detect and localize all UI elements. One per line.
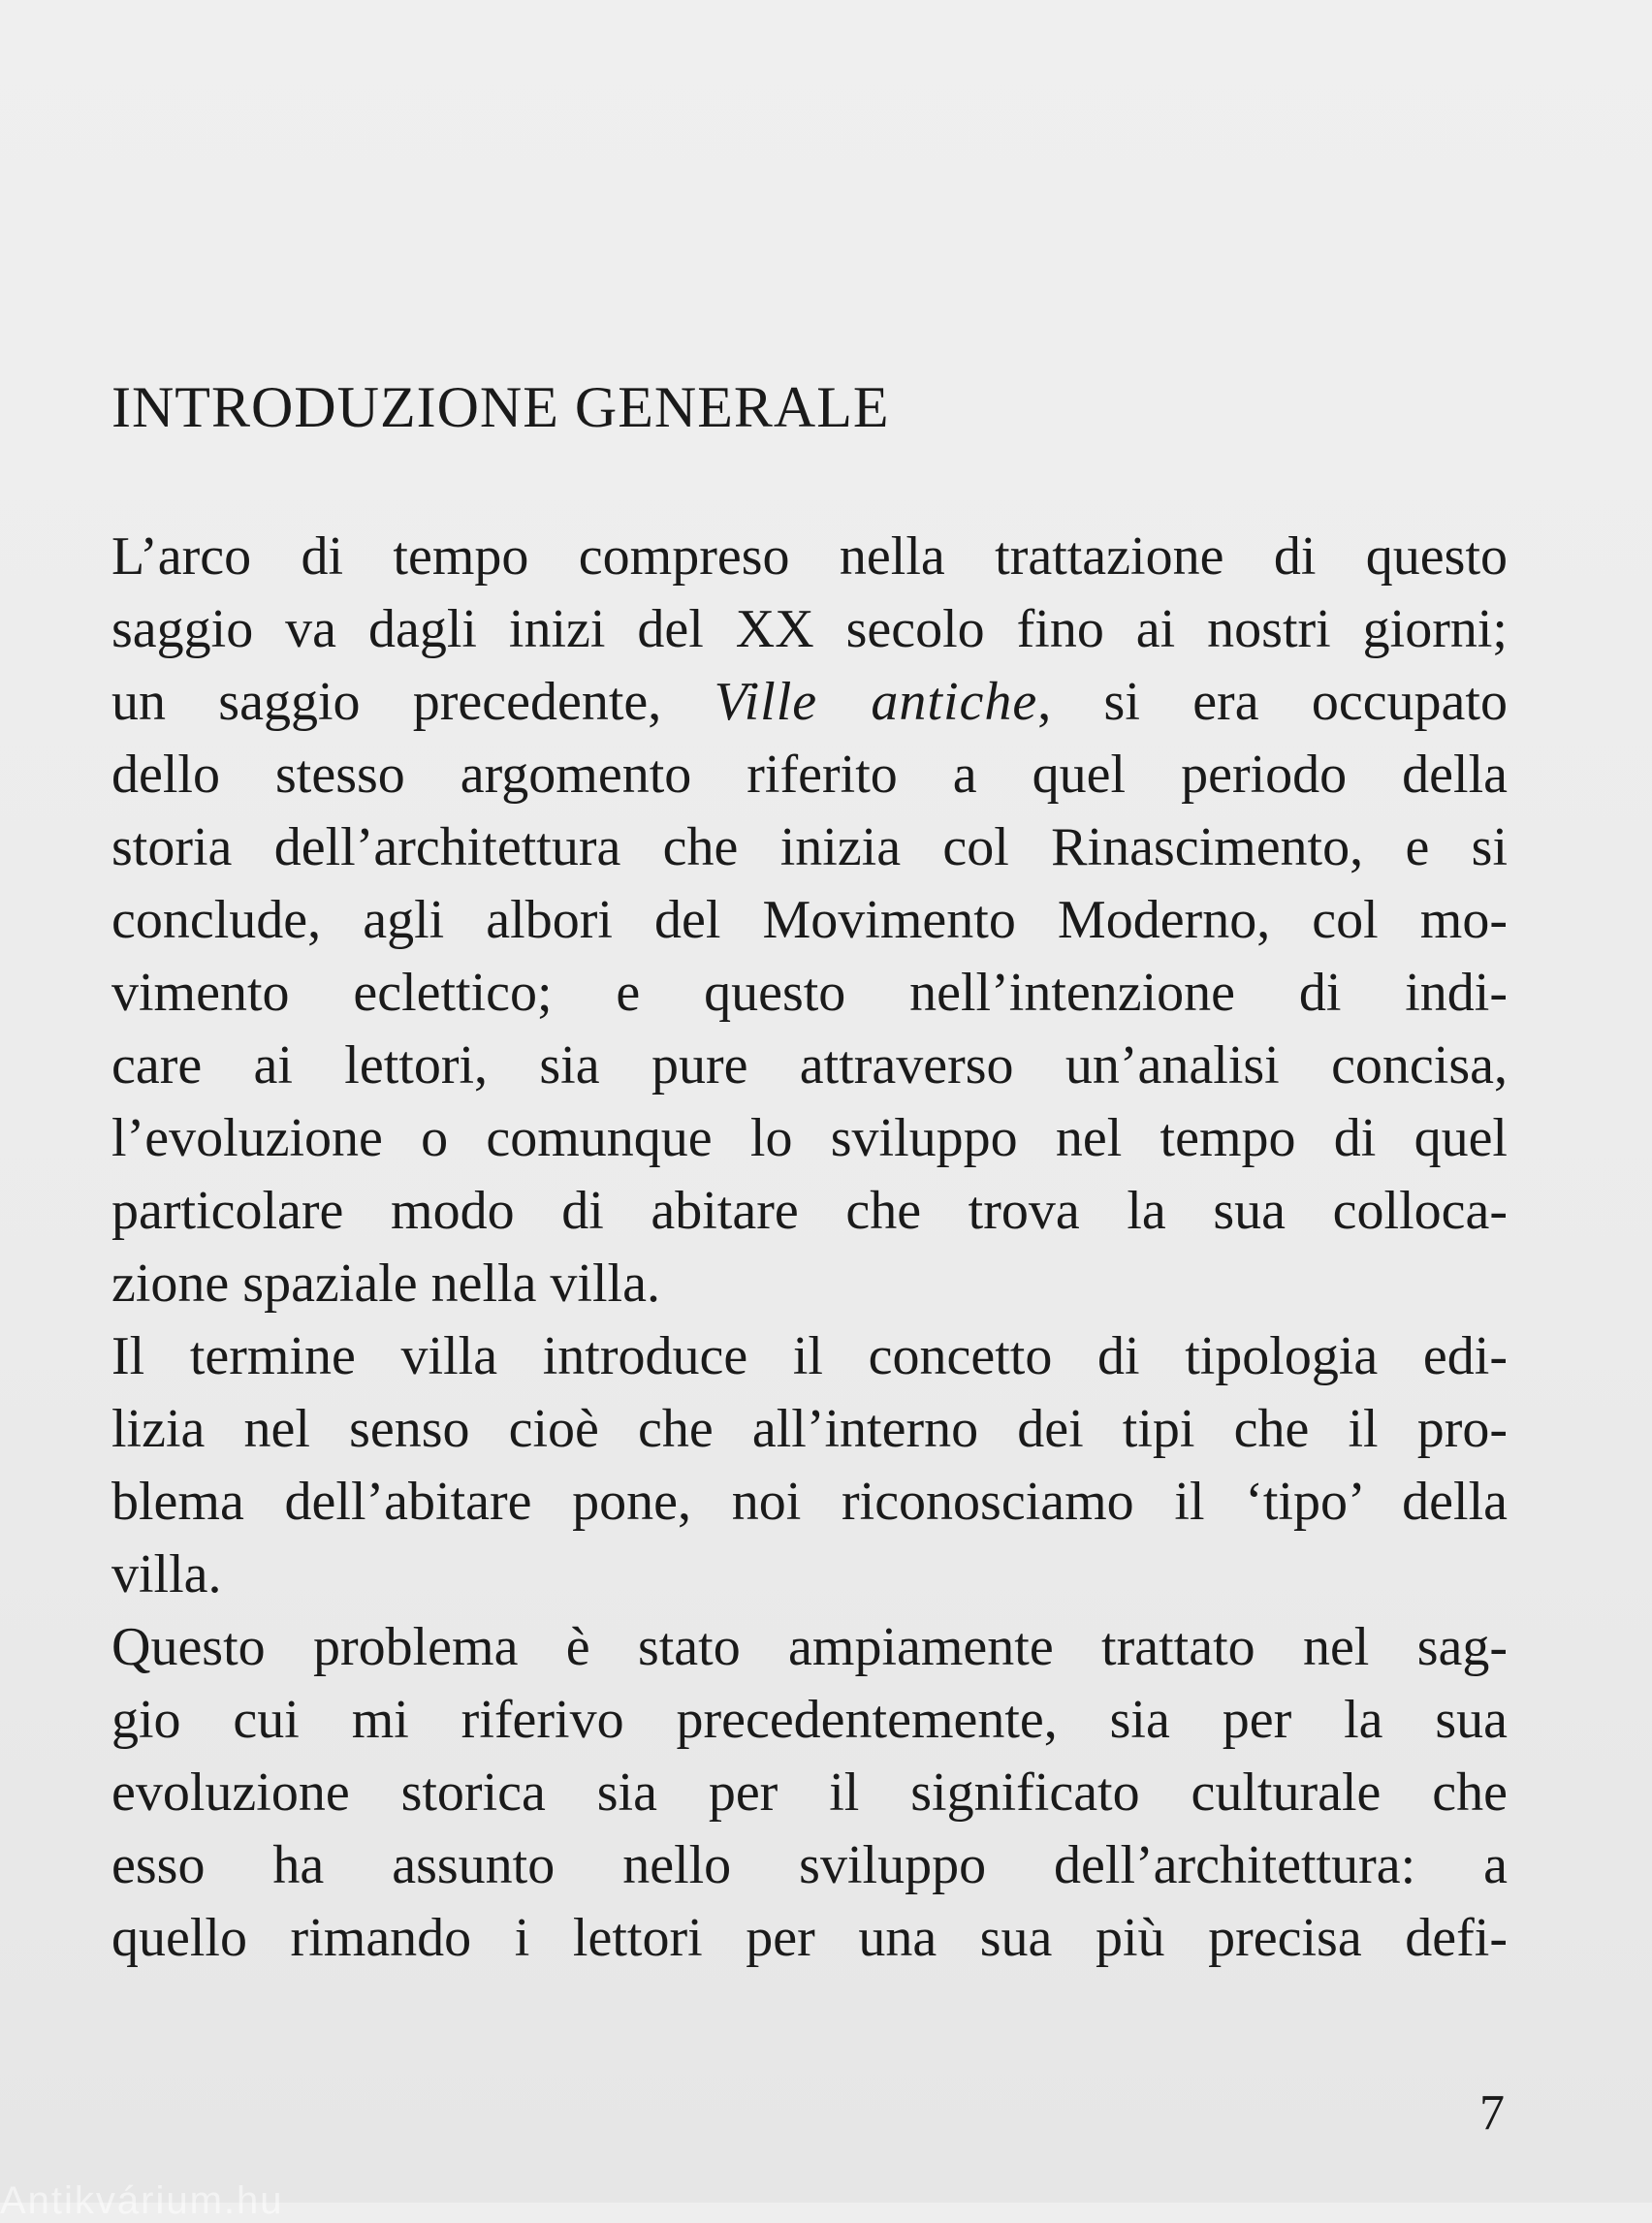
text-line: care ai lettori, sia pure attraverso un’analisi concisa, <box>111 1035 1508 1096</box>
text-line: lizia nel senso cioè che all’interno dei tipi che il pro- <box>111 1399 1508 1459</box>
watermark: Antikvárium.hu <box>0 2179 284 2222</box>
chapter-heading: INTRODUZIONE GENERALE <box>111 375 890 439</box>
text-line: gio cui mi riferivo precedentemente, sia per la sua <box>111 1690 1508 1750</box>
text-line: esso ha assunto nello sviluppo dell’architettura: a <box>111 1835 1508 1895</box>
text-line: dello stesso argomento riferito a quel periodo della <box>111 745 1508 805</box>
text-line: conclude, agli albori del Movimento Moderno, col mo- <box>111 890 1508 950</box>
text-line: L’arco di tempo compreso nella trattazione di questo <box>111 526 1508 587</box>
text-line: Il termine villa introduce il concetto di tipologia edi- <box>111 1326 1508 1386</box>
text-line: quello rimando i lettori per una sua più precisa defi- <box>111 1908 1508 1968</box>
text-line: storia dell’architettura che inizia col Rinascimento, e si <box>111 817 1508 877</box>
text-line-end: , si era occupato <box>1037 672 1508 732</box>
text-line: particolare modo di abitare che trova la sua colloca- <box>111 1181 1508 1241</box>
text-line-start: un saggio precedente, <box>111 672 715 732</box>
text-line: saggio va dagli inizi del XX secolo fino ai nostri giorni; <box>111 599 1508 659</box>
text-line: blema dell’abitare pone, noi riconosciamo il ‘tipo’ della <box>111 1472 1508 1532</box>
text-line: Questo problema è stato ampiamente trattato nel sag- <box>111 1617 1508 1677</box>
book-title-italic: Ville antiche <box>714 672 1038 732</box>
text-line: vimento eclettico; e questo nell’intenzione di indi- <box>111 963 1508 1023</box>
text-line: villa. <box>111 1544 222 1604</box>
page-number: 7 <box>1479 2085 1505 2141</box>
text-line: l’evoluzione o comunque lo sviluppo nel tempo di quel <box>111 1108 1508 1168</box>
text-line: zione spaziale nella villa. <box>111 1254 660 1314</box>
text-line: evoluzione storica sia per il significato culturale che <box>111 1763 1508 1823</box>
text-line <box>111 666 1508 739</box>
body-text <box>111 521 1508 1975</box>
